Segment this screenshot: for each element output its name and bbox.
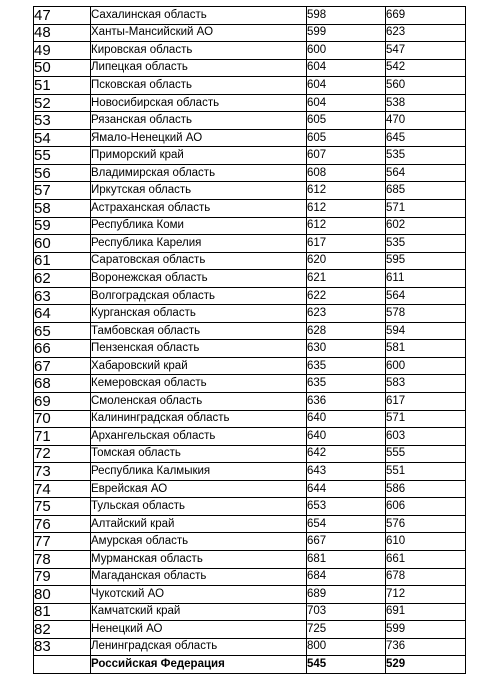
row-number: 59 — [34, 217, 91, 235]
row-value-2: 610 — [386, 533, 466, 551]
table-row — [34, 375, 466, 393]
row-number: 51 — [34, 77, 91, 95]
row-value-2: 535 — [386, 235, 466, 253]
row-region: Липецкая область — [91, 59, 307, 77]
row-region: Ненецкий АО — [91, 621, 307, 639]
row-value-2: 538 — [386, 94, 466, 112]
row-value-2: 669 — [386, 7, 466, 25]
row-number: 47 — [34, 7, 91, 25]
row-value-2: 736 — [386, 638, 466, 656]
row-number: 75 — [34, 498, 91, 516]
row-value-2: 599 — [386, 621, 466, 639]
table-row — [34, 270, 466, 288]
row-number: 53 — [34, 112, 91, 130]
row-value-1: 640 — [307, 428, 386, 446]
row-number: 57 — [34, 182, 91, 200]
row-value-1: 689 — [307, 586, 386, 604]
row-number: 48 — [34, 24, 91, 42]
table-row — [34, 287, 466, 305]
total-row-value-2: 529 — [386, 656, 466, 674]
row-value-2: 685 — [386, 182, 466, 200]
row-number: 67 — [34, 357, 91, 375]
table-row — [34, 621, 466, 639]
row-value-1: 644 — [307, 480, 386, 498]
row-region: Камчатский край — [91, 603, 307, 621]
row-value-2: 555 — [386, 445, 466, 463]
row-value-1: 653 — [307, 498, 386, 516]
row-value-1: 640 — [307, 410, 386, 428]
row-value-2: 564 — [386, 287, 466, 305]
table-row — [34, 112, 466, 130]
row-number: 79 — [34, 568, 91, 586]
row-region: Магаданская область — [91, 568, 307, 586]
table-row — [34, 428, 466, 446]
row-number: 78 — [34, 550, 91, 568]
row-number: 66 — [34, 340, 91, 358]
table-row — [34, 586, 466, 604]
table-row — [34, 305, 466, 323]
row-value-1: 643 — [307, 463, 386, 481]
total-row-value-1: 545 — [307, 656, 386, 674]
row-value-2: 712 — [386, 586, 466, 604]
row-region: Кемеровская область — [91, 375, 307, 393]
row-region: Ханты-Мансийский АО — [91, 24, 307, 42]
row-region: Республика Карелия — [91, 235, 307, 253]
row-value-2: 617 — [386, 393, 466, 411]
table-row — [34, 24, 466, 42]
row-value-1: 599 — [307, 24, 386, 42]
table-row — [34, 393, 466, 411]
row-value-1: 607 — [307, 147, 386, 165]
row-region: Пензенская область — [91, 340, 307, 358]
row-number: 52 — [34, 94, 91, 112]
row-value-1: 703 — [307, 603, 386, 621]
row-value-2: 581 — [386, 340, 466, 358]
row-region: Приморский край — [91, 147, 307, 165]
row-value-1: 642 — [307, 445, 386, 463]
table-row — [34, 357, 466, 375]
row-number: 50 — [34, 59, 91, 77]
table-row — [34, 252, 466, 270]
row-region: Калининградская область — [91, 410, 307, 428]
row-number: 81 — [34, 603, 91, 621]
table-row — [34, 480, 466, 498]
row-value-2: 571 — [386, 200, 466, 218]
row-number: 80 — [34, 586, 91, 604]
table-row — [34, 638, 466, 656]
row-region: Ленинградская область — [91, 638, 307, 656]
row-number: 62 — [34, 270, 91, 288]
table-row — [34, 533, 466, 551]
row-value-1: 604 — [307, 59, 386, 77]
row-value-1: 635 — [307, 375, 386, 393]
row-value-1: 622 — [307, 287, 386, 305]
table-row — [34, 129, 466, 147]
table-row — [34, 77, 466, 95]
row-value-1: 725 — [307, 621, 386, 639]
row-region: Владимирская область — [91, 164, 307, 182]
table-row — [34, 410, 466, 428]
row-number: 82 — [34, 621, 91, 639]
row-value-2: 542 — [386, 59, 466, 77]
row-value-2: 600 — [386, 357, 466, 375]
table-total-row — [34, 656, 466, 674]
row-region: Хабаровский край — [91, 357, 307, 375]
row-value-1: 667 — [307, 533, 386, 551]
row-number: 65 — [34, 322, 91, 340]
table-row — [34, 515, 466, 533]
row-value-1: 621 — [307, 270, 386, 288]
row-number: 49 — [34, 42, 91, 60]
row-value-1: 600 — [307, 42, 386, 60]
row-value-2: 603 — [386, 428, 466, 446]
row-value-2: 661 — [386, 550, 466, 568]
row-value-2: 595 — [386, 252, 466, 270]
table-row — [34, 59, 466, 77]
row-region: Сахалинская область — [91, 7, 307, 25]
row-value-1: 604 — [307, 94, 386, 112]
row-region: Новосибирская область — [91, 94, 307, 112]
row-number: 69 — [34, 393, 91, 411]
row-value-2: 586 — [386, 480, 466, 498]
row-region: Республика Коми — [91, 217, 307, 235]
row-region: Псковская область — [91, 77, 307, 95]
table-row — [34, 603, 466, 621]
row-value-2: 594 — [386, 322, 466, 340]
row-number: 74 — [34, 480, 91, 498]
row-value-1: 800 — [307, 638, 386, 656]
table-row — [34, 7, 466, 25]
row-value-1: 612 — [307, 200, 386, 218]
row-region: Мурманская область — [91, 550, 307, 568]
row-number: 70 — [34, 410, 91, 428]
row-value-2: 623 — [386, 24, 466, 42]
row-value-1: 620 — [307, 252, 386, 270]
row-value-2: 611 — [386, 270, 466, 288]
row-value-2: 583 — [386, 375, 466, 393]
row-number: 76 — [34, 515, 91, 533]
row-number: 58 — [34, 200, 91, 218]
row-region: Смоленская область — [91, 393, 307, 411]
row-number: 68 — [34, 375, 91, 393]
total-row-number — [34, 656, 91, 674]
row-value-2: 547 — [386, 42, 466, 60]
table-row — [34, 235, 466, 253]
row-region: Алтайский край — [91, 515, 307, 533]
row-region: Астраханская область — [91, 200, 307, 218]
row-value-1: 636 — [307, 393, 386, 411]
row-value-1: 598 — [307, 7, 386, 25]
row-value-2: 576 — [386, 515, 466, 533]
row-number: 77 — [34, 533, 91, 551]
regions-table — [33, 6, 466, 674]
row-number: 60 — [34, 235, 91, 253]
row-region: Кировская область — [91, 42, 307, 60]
row-value-1: 605 — [307, 112, 386, 130]
total-row-region: Российская Федерация — [91, 656, 307, 674]
table-row — [34, 568, 466, 586]
row-number: 63 — [34, 287, 91, 305]
row-value-2: 535 — [386, 147, 466, 165]
row-value-2: 551 — [386, 463, 466, 481]
row-value-1: 612 — [307, 217, 386, 235]
row-number: 71 — [34, 428, 91, 446]
table-body — [34, 7, 466, 674]
row-number: 55 — [34, 147, 91, 165]
row-region: Чукотский АО — [91, 586, 307, 604]
row-number: 83 — [34, 638, 91, 656]
row-number: 64 — [34, 305, 91, 323]
row-value-2: 560 — [386, 77, 466, 95]
table-row — [34, 322, 466, 340]
row-region: Курганская область — [91, 305, 307, 323]
row-region: Тамбовская область — [91, 322, 307, 340]
row-value-1: 608 — [307, 164, 386, 182]
row-value-1: 684 — [307, 568, 386, 586]
row-number: 54 — [34, 129, 91, 147]
row-region: Иркутская область — [91, 182, 307, 200]
row-region: Республика Калмыкия — [91, 463, 307, 481]
row-value-2: 571 — [386, 410, 466, 428]
row-value-2: 606 — [386, 498, 466, 516]
table-row — [34, 445, 466, 463]
row-number: 72 — [34, 445, 91, 463]
table-row — [34, 42, 466, 60]
row-value-1: 612 — [307, 182, 386, 200]
table-row — [34, 498, 466, 516]
table-row — [34, 164, 466, 182]
row-value-2: 564 — [386, 164, 466, 182]
row-region: Томская область — [91, 445, 307, 463]
row-value-2: 678 — [386, 568, 466, 586]
table-row — [34, 182, 466, 200]
table-row — [34, 147, 466, 165]
table-row — [34, 340, 466, 358]
row-value-2: 602 — [386, 217, 466, 235]
row-value-2: 645 — [386, 129, 466, 147]
row-value-1: 617 — [307, 235, 386, 253]
row-region: Саратовская область — [91, 252, 307, 270]
row-region: Волгоградская область — [91, 287, 307, 305]
row-number: 56 — [34, 164, 91, 182]
table-row — [34, 200, 466, 218]
row-region: Тульская область — [91, 498, 307, 516]
row-value-1: 681 — [307, 550, 386, 568]
row-value-1: 654 — [307, 515, 386, 533]
row-value-1: 605 — [307, 129, 386, 147]
row-number: 61 — [34, 252, 91, 270]
row-region: Воронежская область — [91, 270, 307, 288]
row-region: Амурская область — [91, 533, 307, 551]
row-value-1: 630 — [307, 340, 386, 358]
row-value-2: 691 — [386, 603, 466, 621]
row-number: 73 — [34, 463, 91, 481]
row-region: Рязанская область — [91, 112, 307, 130]
row-value-2: 470 — [386, 112, 466, 130]
table-row — [34, 550, 466, 568]
row-region: Ямало-Ненецкий АО — [91, 129, 307, 147]
row-value-1: 604 — [307, 77, 386, 95]
row-region: Еврейская АО — [91, 480, 307, 498]
row-value-1: 623 — [307, 305, 386, 323]
table-row — [34, 94, 466, 112]
table-row — [34, 217, 466, 235]
row-region: Архангельская область — [91, 428, 307, 446]
table-row — [34, 463, 466, 481]
row-value-1: 628 — [307, 322, 386, 340]
row-value-2: 578 — [386, 305, 466, 323]
row-value-1: 635 — [307, 357, 386, 375]
